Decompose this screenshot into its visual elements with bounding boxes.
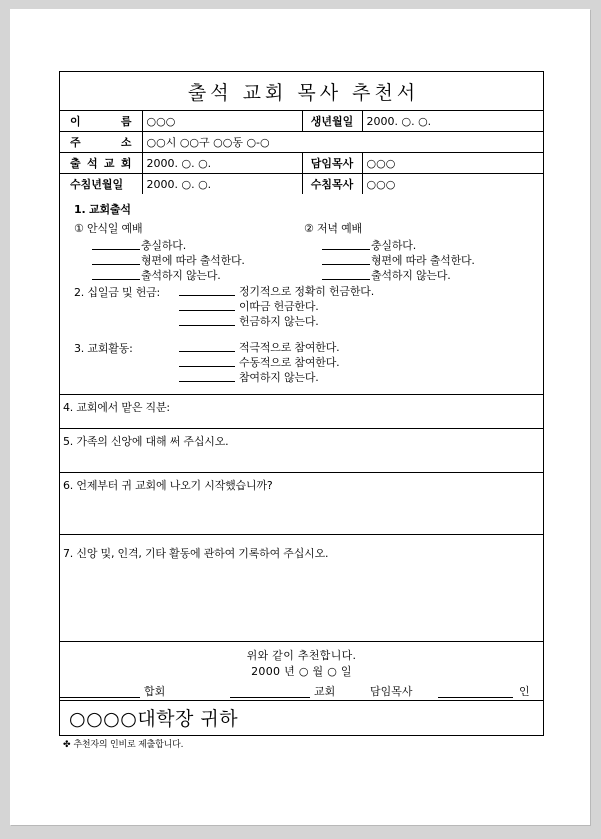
section3-label: 3. 교회활동: xyxy=(74,342,133,355)
union-label: 합회 xyxy=(144,685,166,698)
checklist-block xyxy=(60,194,543,395)
section1-columns xyxy=(60,220,543,282)
senior-pastor-value[interactable]: ○○○ xyxy=(362,153,543,174)
section1-col1-heading: ① 안식일 예배 xyxy=(74,222,143,235)
seal-label: 인 xyxy=(519,685,530,698)
checkbox-option[interactable]: 충실하다. xyxy=(304,238,475,253)
footnote-text: 추천자의 인비로 제출합니다. xyxy=(73,740,184,750)
checkbox-option[interactable]: 참여하지 않는다. xyxy=(179,370,543,385)
name-value[interactable]: ○○○ xyxy=(142,111,302,132)
write-in-blank[interactable] xyxy=(179,314,235,326)
form-title-row xyxy=(60,72,543,111)
question-7-text: 7. 신앙 및, 인격, 기타 활동에 관하여 기록하여 주십시오. xyxy=(63,547,329,560)
address-value[interactable]: ○○시 ○○구 ○○동 ○-○ xyxy=(142,132,543,153)
write-in-blank[interactable] xyxy=(179,355,235,367)
section1-column-evening xyxy=(304,220,475,283)
write-in-blank[interactable] xyxy=(322,253,370,265)
pastor-label: 담임목사 xyxy=(370,685,413,698)
section3 xyxy=(60,340,543,385)
question-row-5[interactable] xyxy=(60,429,543,473)
church-label: 출 석 교 회 xyxy=(60,153,142,174)
section2 xyxy=(60,284,543,329)
address-label: 주 소 xyxy=(60,132,142,153)
footnote-mark-icon: ✤ xyxy=(63,740,71,750)
church-label: 교회 xyxy=(314,685,336,698)
checkbox-option[interactable]: 정기적으로 정확히 헌금한다. xyxy=(179,284,543,299)
baptism-pastor-value[interactable]: ○○○ xyxy=(366,177,396,191)
closing-date: 2000 년 ○ 월 ○ 일 xyxy=(251,665,352,678)
checkbox-option[interactable]: 충실하다. xyxy=(74,238,245,253)
question-6-text: 6. 언제부터 귀 교회에 나오기 시작했습니까? xyxy=(63,479,273,492)
checkbox-option[interactable]: 형편에 따라 출석한다. xyxy=(304,253,475,268)
write-in-blank[interactable] xyxy=(179,299,235,311)
question-5-text: 5. 가족의 신앙에 대해 써 주십시오. xyxy=(63,435,229,448)
question-row-6[interactable] xyxy=(60,473,543,535)
section1-heading: 1. 교회출석 xyxy=(74,203,131,216)
checkbox-option[interactable]: 형편에 따라 출석한다. xyxy=(74,253,245,268)
checkbox-option[interactable]: 적극적으로 참여한다. xyxy=(179,340,543,355)
footnote xyxy=(63,737,183,750)
closing-statement: 위와 같이 추천합니다. xyxy=(246,649,357,662)
baptism-date-label: 수침년월일 xyxy=(60,174,142,195)
table-row xyxy=(60,111,543,132)
checkbox-option[interactable]: 출석하지 않는다. xyxy=(74,268,245,283)
church-value[interactable]: 2000. ○. ○. xyxy=(142,153,302,174)
birth-label: 생년월일 xyxy=(302,111,362,132)
checkbox-option[interactable]: 이따금 헌금한다. xyxy=(179,299,543,314)
table-row xyxy=(60,132,543,153)
church-signature-rule[interactable] xyxy=(230,697,310,698)
spacer xyxy=(60,329,543,338)
checkbox-option[interactable]: 출석하지 않는다. xyxy=(304,268,475,283)
write-in-blank[interactable] xyxy=(322,268,370,280)
write-in-blank[interactable] xyxy=(179,370,235,382)
section2-label: 2. 십일금 및 헌금: xyxy=(74,286,161,299)
seal-signature-rule[interactable] xyxy=(438,697,513,698)
baptism-pastor-label: 수침목사 xyxy=(302,174,362,195)
recommendation-form xyxy=(59,71,544,736)
question-4-text: 4. 교회에서 맡은 직분: xyxy=(63,401,170,414)
closing-block xyxy=(60,642,543,701)
baptism-date-value[interactable]: 2000. ○. ○. xyxy=(142,174,302,195)
applicant-info-table xyxy=(60,111,543,194)
senior-pastor-label: 담임목사 xyxy=(302,153,362,174)
write-in-blank[interactable] xyxy=(92,268,140,280)
write-in-blank[interactable] xyxy=(92,238,140,250)
signature-line xyxy=(60,683,543,700)
write-in-blank[interactable] xyxy=(179,340,235,352)
addressee: ○○○○대학장 귀하 xyxy=(69,708,239,730)
page-title: 출석 교회 목사 추천서 xyxy=(187,81,420,104)
table-row xyxy=(60,153,543,174)
page-surface xyxy=(10,9,590,825)
write-in-blank[interactable] xyxy=(322,238,370,250)
table-row xyxy=(60,174,543,195)
question-row-7[interactable] xyxy=(60,535,543,642)
birth-value[interactable]: 2000. ○. ○. xyxy=(362,111,543,132)
question-row-4[interactable] xyxy=(60,395,543,429)
checkbox-option[interactable]: 헌금하지 않는다. xyxy=(179,314,543,329)
write-in-blank[interactable] xyxy=(179,284,235,296)
write-in-blank[interactable] xyxy=(92,253,140,265)
checkbox-option[interactable]: 수동적으로 참여한다. xyxy=(179,355,543,370)
name-label: 이 름 xyxy=(60,111,142,132)
section1-column-sabbath xyxy=(74,220,245,283)
section1-col2-heading: ② 저녁 예배 xyxy=(304,222,362,235)
union-signature-rule[interactable] xyxy=(60,697,140,698)
